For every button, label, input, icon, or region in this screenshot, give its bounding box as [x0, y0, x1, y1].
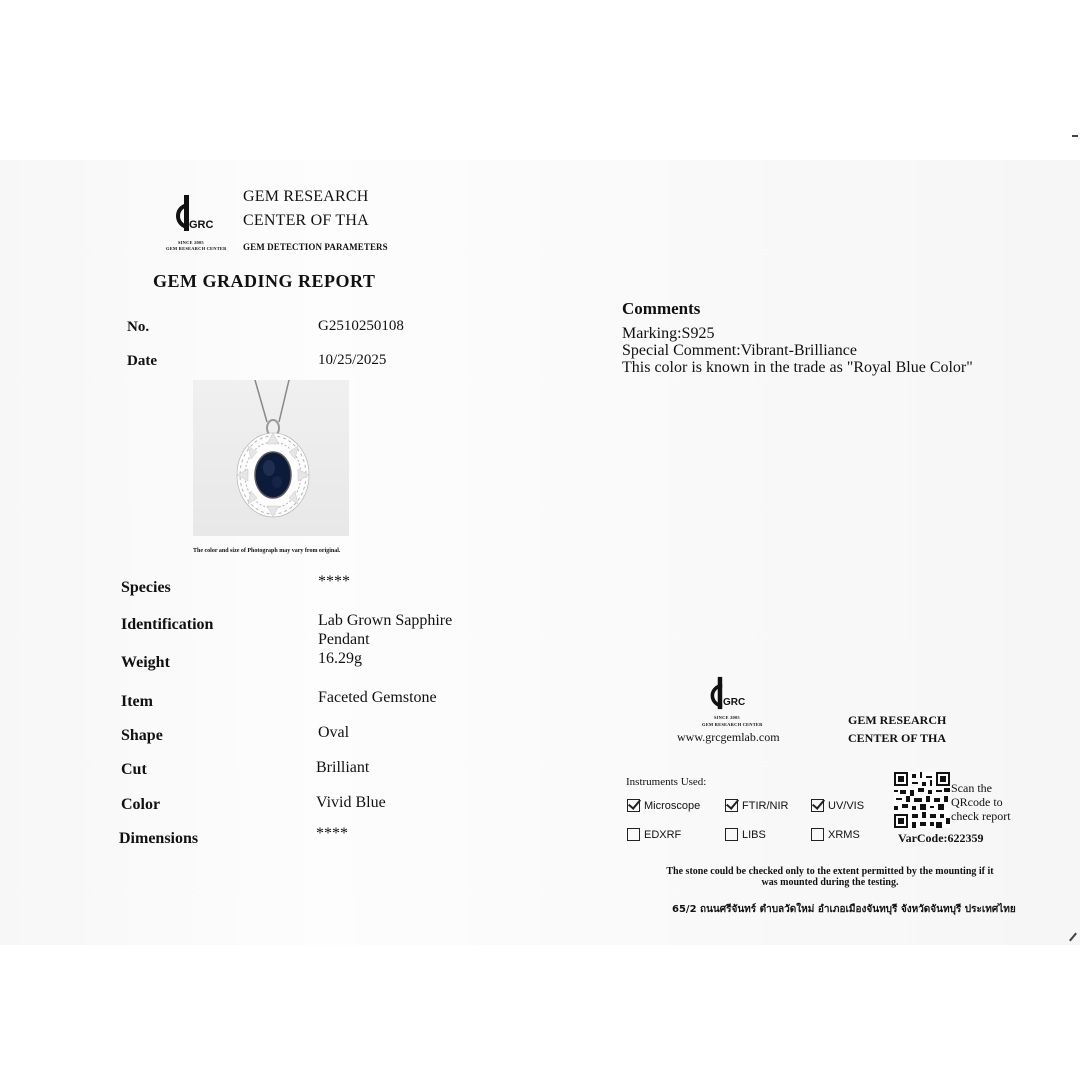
photo-caption: The color and size of Photograph may vary from original. [193, 548, 341, 554]
field-label-item: Item [121, 693, 153, 710]
comment-special: Special Comment:Vibrant-Brilliance [622, 342, 857, 359]
instrument-ftir-label: FTIR/NIR [742, 799, 789, 812]
footer-logo-grc-text: GRC [723, 697, 746, 708]
field-value-cut: Brilliant [316, 759, 370, 776]
scan-line1: Scan the [951, 781, 992, 795]
field-label-weight: Weight [121, 654, 170, 671]
disclaimer-line1: The stone could be checked only to the extent permitted by the mounting if it [666, 866, 994, 877]
instrument-microscope [627, 799, 700, 812]
scan-text [951, 781, 1011, 823]
website-link[interactable]: www.grcgemlab.com [677, 730, 780, 744]
footer-center-line1: GEM RESEARCH [848, 713, 947, 727]
instruments-label: Instruments Used: [626, 776, 707, 788]
field-label-dimensions: Dimensions [119, 830, 199, 847]
instrument-libs-label: LIBS [742, 828, 766, 841]
field-value-weight: 16.29g [318, 650, 362, 667]
field-value-identification-2: Pendant [318, 631, 370, 648]
report-date-label: Date [127, 353, 157, 369]
logo-grc-text: GRC [189, 219, 214, 231]
logo-center-name: GEM RESEARCH CENTER [166, 246, 227, 251]
pendant-image [193, 380, 349, 536]
field-value-item: Faceted Gemstone [318, 689, 437, 706]
field-label-identification: Identification [121, 616, 214, 633]
field-value-species: **** [318, 573, 350, 590]
field-label-cut: Cut [121, 761, 147, 778]
logo-since: SINCE 2005 [178, 240, 204, 245]
instrument-xrms-label: XRMS [828, 828, 860, 841]
checkbox-xrms [811, 828, 824, 841]
checkbox-ftir [725, 799, 738, 812]
comment-marking: Marking:S925 [622, 325, 715, 342]
instrument-uvvis-label: UV/VIS [828, 799, 865, 812]
field-label-shape: Shape [121, 727, 163, 744]
checkbox-microscope [627, 799, 640, 812]
field-value-shape: Oval [318, 724, 350, 741]
footer-logo-center: GEM RESEARCH CENTER [702, 722, 763, 727]
center-name-line1: GEM RESEARCH [243, 188, 369, 205]
address: 65/2 ถนนศรีจันทร์ ตำบลวัดใหม่ อำเภอเมืองจันทบุรี จังหวัดจันทบุรี ประเทศไทย [672, 904, 1016, 915]
qr-code-icon[interactable] [894, 772, 950, 828]
scan-line2: QRcode to [951, 795, 1003, 809]
field-label-color: Color [121, 796, 161, 813]
field-value-color: Vivid Blue [316, 794, 386, 811]
edge-mark-top [1072, 135, 1078, 137]
field-label-species: Species [121, 579, 171, 596]
checkbox-edxrf [627, 828, 640, 841]
disclaimer-line2: was mounted during the testing. [761, 877, 899, 888]
gem-photo [193, 380, 349, 536]
instrument-edxrf-label: EDXRF [644, 828, 682, 841]
disclaimer [640, 866, 1020, 888]
instrument-uvvis [811, 799, 864, 812]
instrument-ftir [725, 799, 788, 812]
center-name-line2: CENTER OF THA [243, 212, 369, 229]
comments-title: Comments [622, 299, 701, 318]
field-value-dimensions: **** [316, 825, 348, 842]
report-title: GEM GRADING REPORT [153, 271, 376, 291]
checkbox-libs [725, 828, 738, 841]
comment-trade-color: This color is known in the trade as "Royal Blue Color" [622, 359, 973, 376]
report-no-value: G2510250108 [318, 318, 404, 334]
report-no-label: No. [127, 319, 150, 335]
varcode: VarCode:622359 [898, 831, 984, 845]
report-date-value: 10/25/2025 [318, 352, 387, 368]
instrument-xrms [811, 828, 860, 841]
scan-line3: check report [951, 809, 1011, 823]
instrument-libs [725, 828, 766, 841]
instrument-edxrf [627, 828, 681, 841]
checkbox-uvvis [811, 799, 824, 812]
instrument-microscope-label: Microscope [644, 799, 701, 812]
footer-center-line2: CENTER OF THA [848, 731, 947, 745]
field-value-identification: Lab Grown Sapphire [318, 612, 453, 629]
detection-params: GEM DETECTION PARAMETERS [243, 242, 388, 252]
footer-logo-since: SINCE 2005 [714, 715, 740, 720]
